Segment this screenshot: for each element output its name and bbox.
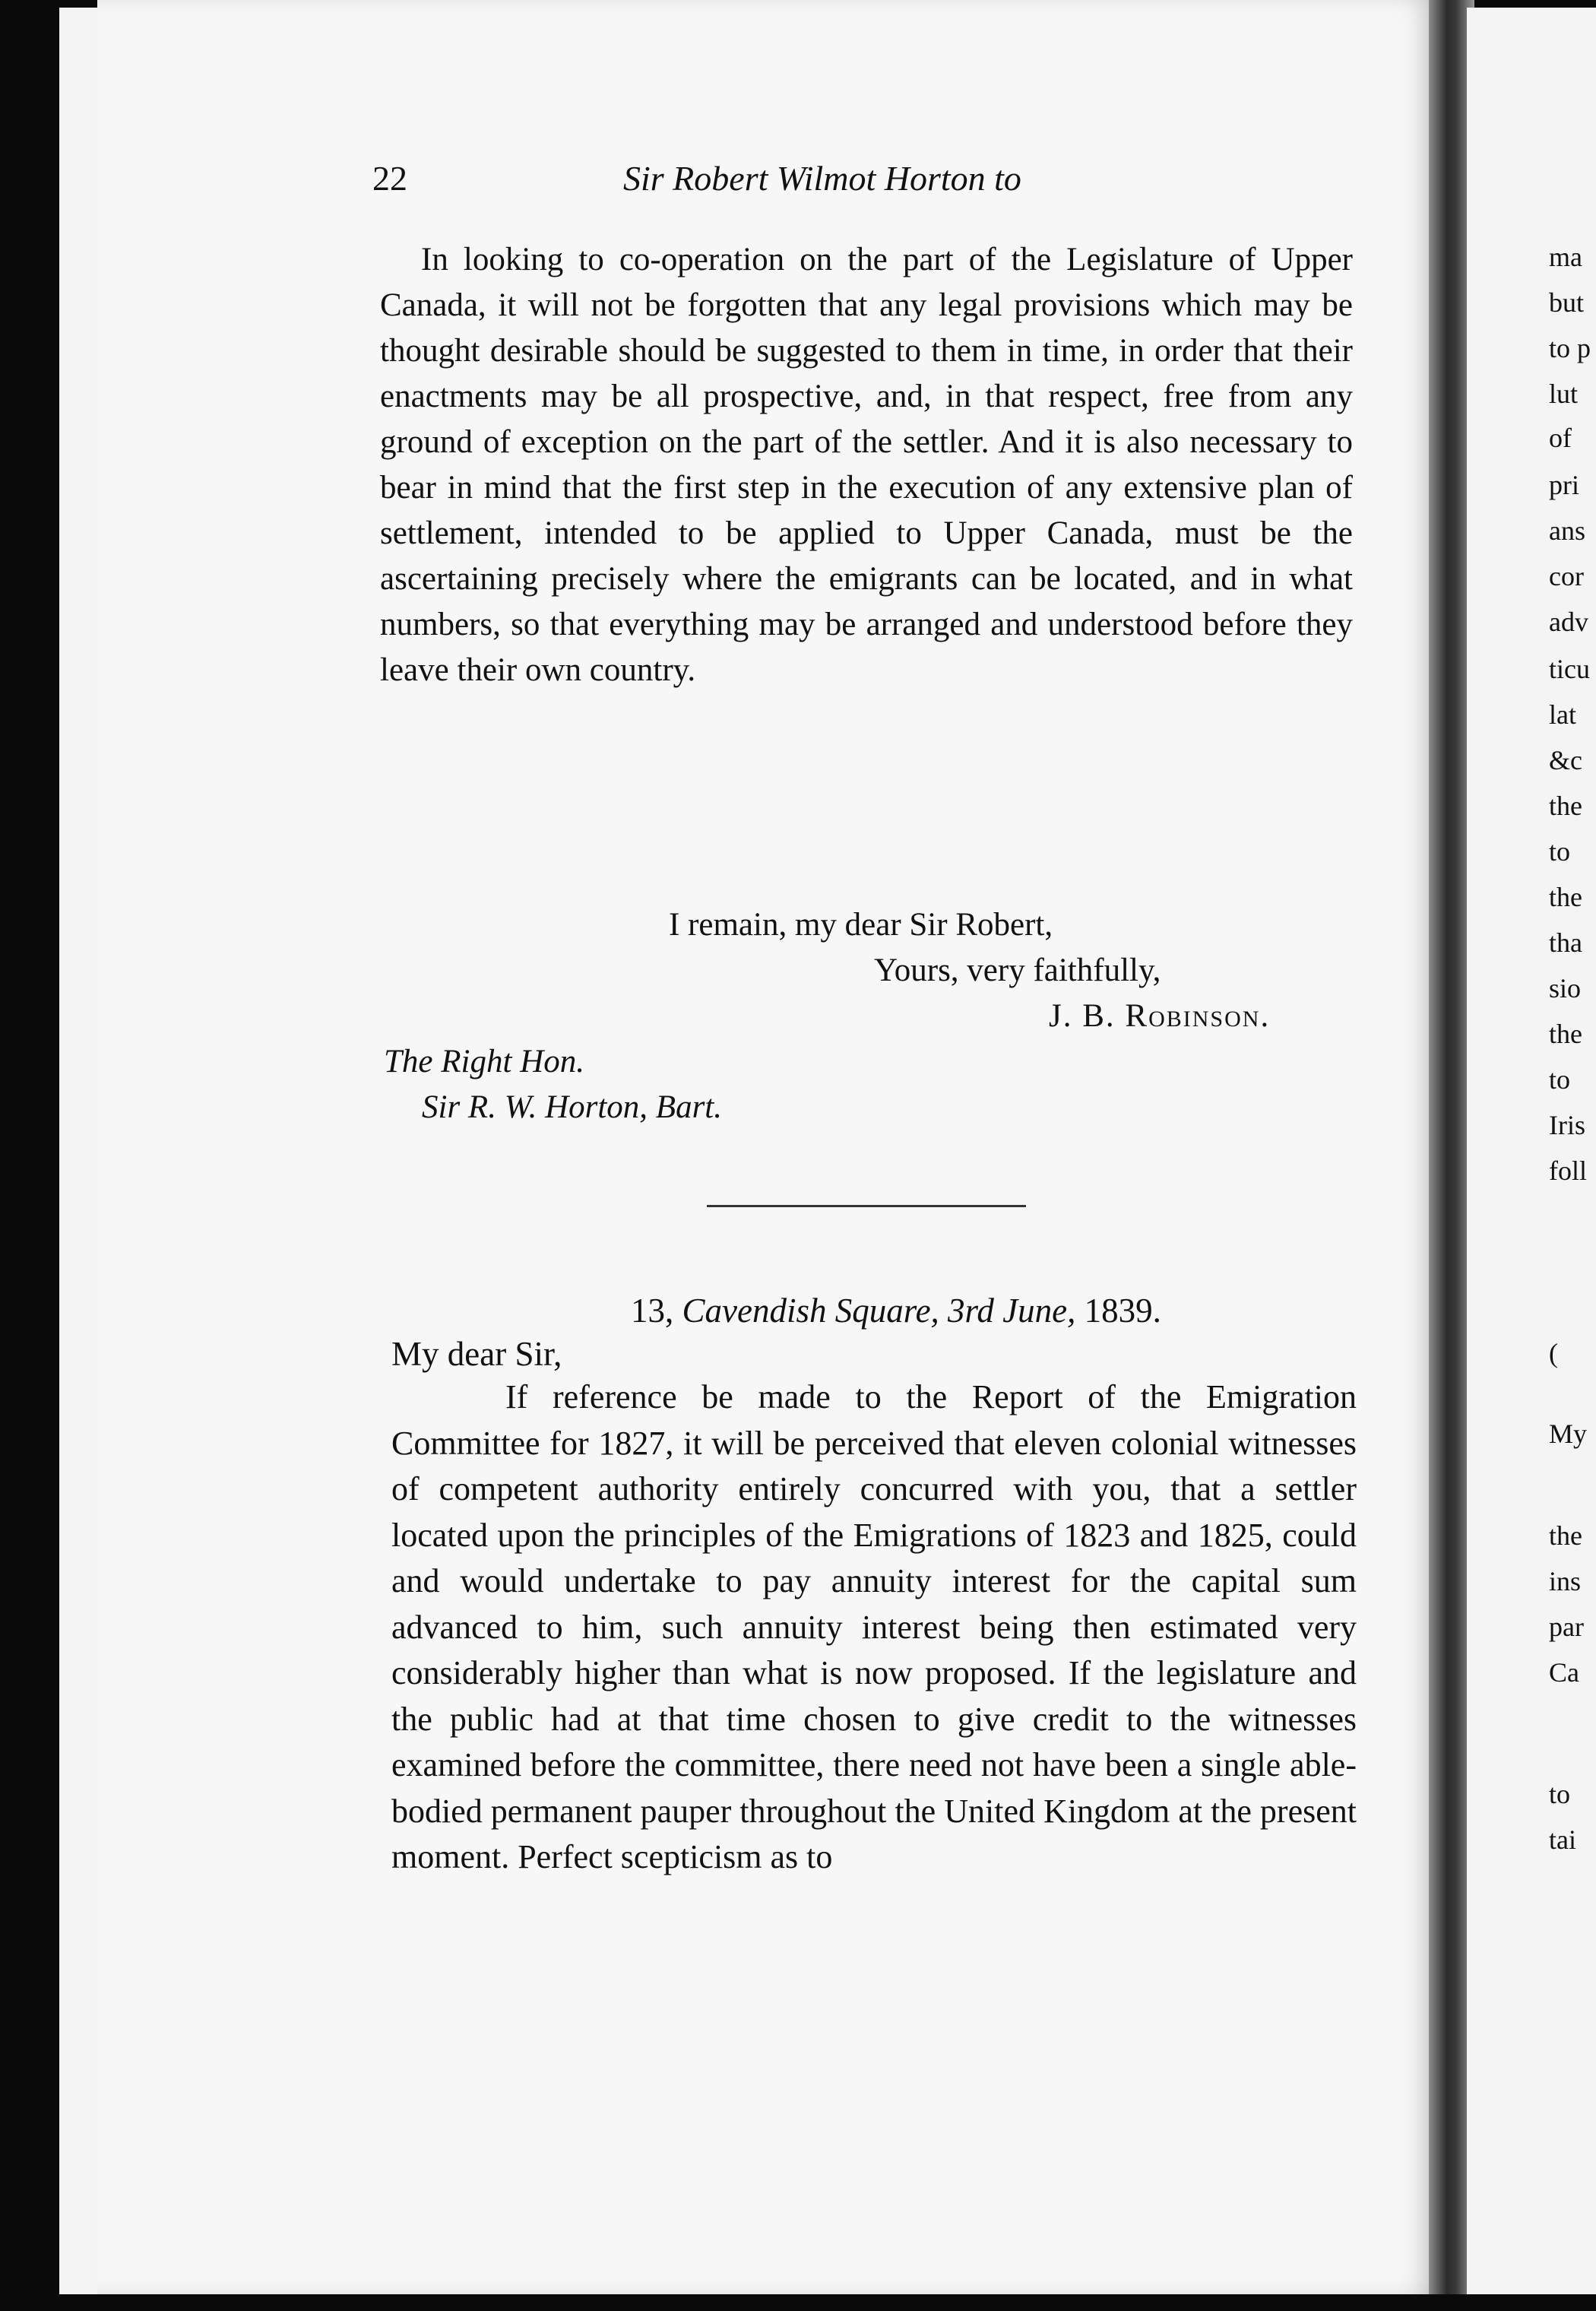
facing-page-fragment: ( (1549, 1338, 1558, 1368)
addressee-line: Sir R. W. Horton, Bart. (422, 1089, 722, 1125)
facing-page-fragment: My (1549, 1419, 1588, 1449)
paragraph-text: If reference be made to the Report of the Emigration Committee for 1827, it will be perceived that eleven colonial witnesses of competent authority entirely concurred with you, that a settler located upon the principles of the Emigrations of 1823 and 1825, could and would undertake to pay annuity interest for the capital sum advanced to him, such annuity interest being then estimated very considerably higher than what is now proposed. If the legislature and the public had at that time chosen to give credit to the witnesses examined before the committee, there need not have been a single able-bodied permanent pauper throughout the United Kingdom at the present moment. Perfect scepticism as to (391, 1378, 1357, 1875)
facing-page-fragment: to (1549, 1064, 1571, 1095)
facing-page-fragment: to (1549, 836, 1571, 867)
page-number: 22 (372, 159, 407, 198)
facing-page-fragment: tha (1549, 927, 1582, 958)
facing-page-fragment: sio (1549, 973, 1582, 1003)
salutation: My dear Sir, (391, 1335, 562, 1373)
dateline-number: 13, (631, 1292, 674, 1330)
running-title: Sir Robert Wilmot Horton to (623, 159, 1021, 198)
facing-page-fragment: Ca (1549, 1657, 1579, 1688)
facing-page-fragment: Iris (1549, 1110, 1585, 1140)
facing-page-fragment: to (1549, 1779, 1571, 1809)
facing-page-fragment: &c (1549, 745, 1582, 775)
letter-paragraph (380, 237, 1353, 693)
facing-page-fragment: lat (1549, 699, 1576, 730)
facing-page-fragment: the (1549, 1019, 1582, 1049)
facing-page-fragment: the (1549, 1520, 1582, 1551)
closing-line: I remain, my dear Sir Robert, (669, 907, 1053, 943)
facing-page-fragment: lut (1549, 379, 1579, 409)
facing-page-fragment: foll (1549, 1156, 1587, 1186)
addressee-line: The Right Hon. (384, 1044, 584, 1079)
facing-page-fragment: tai (1549, 1824, 1576, 1855)
facing-page-fragment: to p (1549, 333, 1591, 363)
paragraph-text: In looking to co-operation on the part of the Legislature of Upper Canada, it will not be forgotten that any legal provisions which may be thought desirable should be suggested to them in time, in order that their enactments may be all prospective, and, in that respect, free from any ground of exception on the part of the settler. And it is also necessary to bear in mind that the first step in the execution of any extensive plan of settlement, intended to be applied to Upper Canada, must be the ascertaining precisely where the emigrants can be located, and in what numbers, so that everything may be arranged and understood before they leave their own country. (380, 242, 1353, 688)
facing-page-fragment: ans (1549, 515, 1585, 546)
facing-page-fragment: par (1549, 1612, 1584, 1642)
facing-page-fragment: adv (1549, 607, 1588, 637)
facing-page-fragment: the (1549, 882, 1582, 912)
valediction: Yours, very faithfully, (874, 953, 1161, 988)
facing-page-fragment: the (1549, 791, 1582, 821)
facing-page (1467, 8, 1596, 2294)
dateline-year: 1839. (1084, 1292, 1161, 1330)
section-divider (707, 1205, 1026, 1207)
signature: J. B. Robinson. (1049, 998, 1271, 1034)
dateline-place: Cavendish Square, 3rd June, (682, 1292, 1076, 1330)
facing-page-fragment: ma (1549, 242, 1582, 272)
facing-page-fragment: ticu (1549, 654, 1590, 684)
letter-paragraph (391, 1374, 1357, 1881)
facing-page-fragment: pri (1549, 470, 1579, 500)
facing-page-fragment: cor (1549, 561, 1584, 591)
facing-page-fragment: of (1549, 423, 1572, 453)
facing-page-fragment: but (1549, 287, 1585, 318)
dateline (631, 1291, 1161, 1330)
facing-page-fragment: ins (1549, 1566, 1582, 1596)
